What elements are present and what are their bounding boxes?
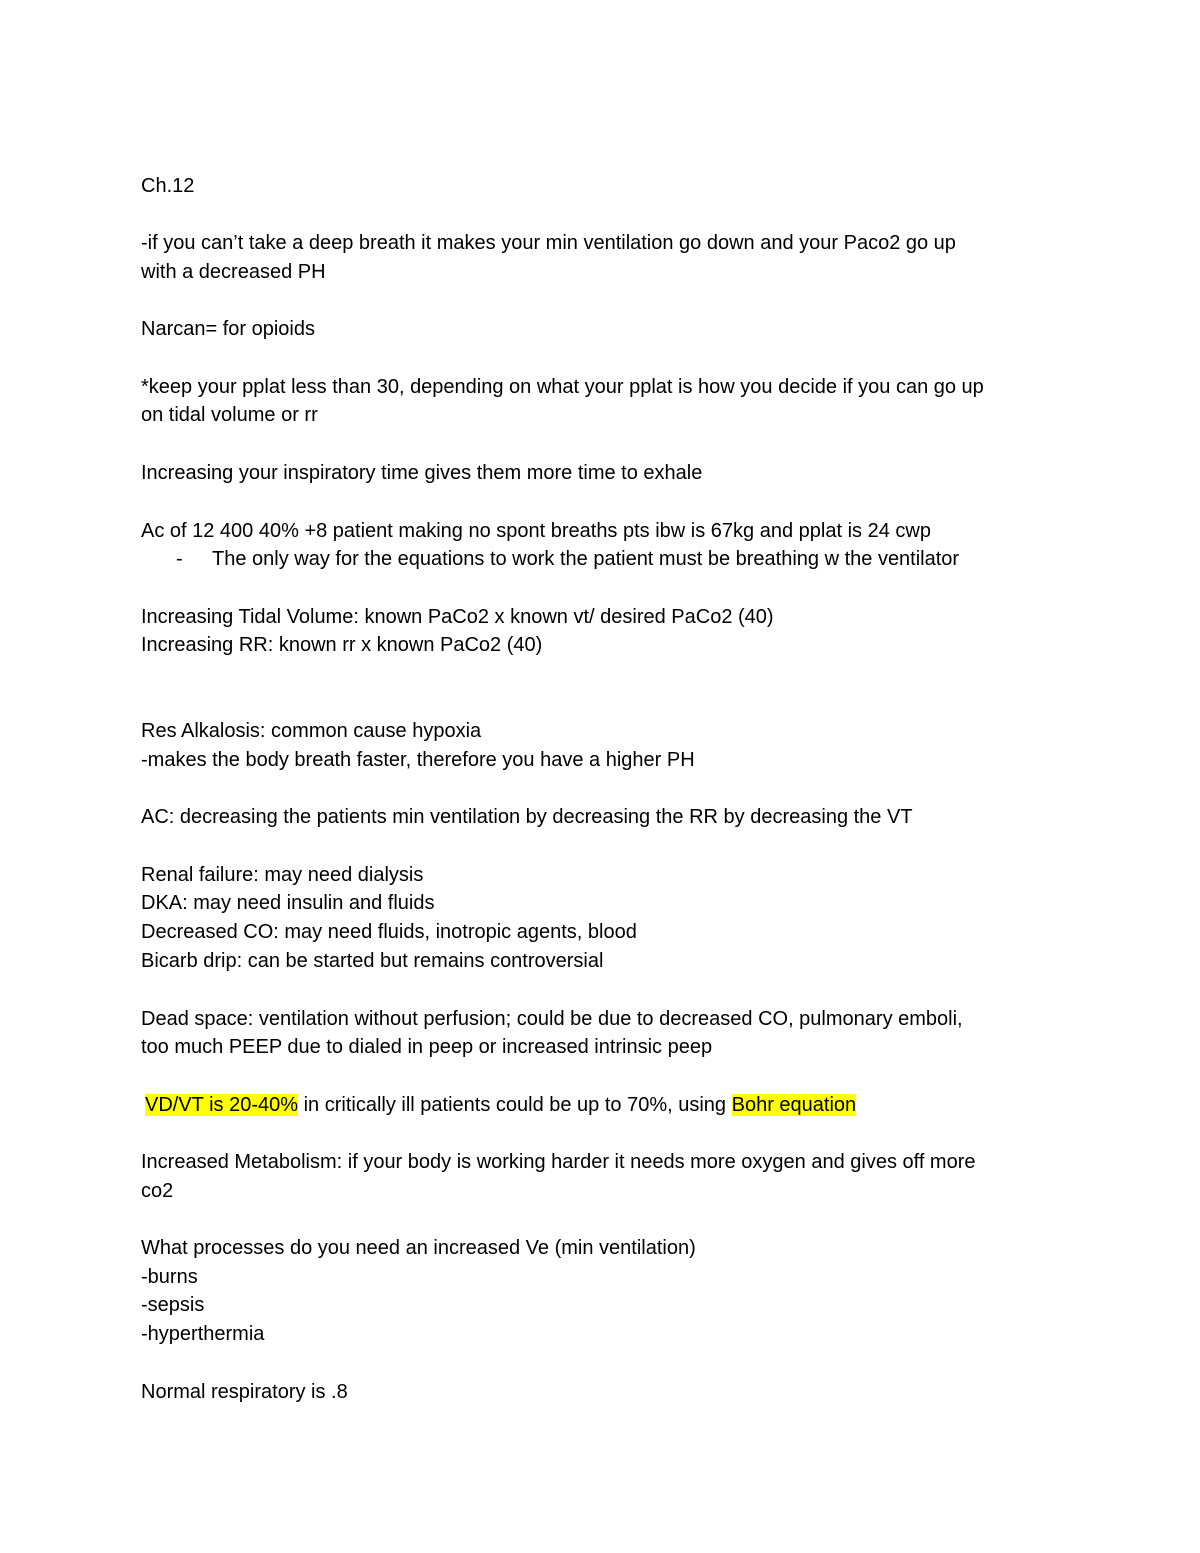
paragraph-line: Dead space: ventilation without perfusion; could be due to decreased CO, pulmonary emboli,	[141, 1008, 963, 1030]
paragraph-line: -makes the body breath faster, therefore you have a higher PH	[141, 749, 695, 771]
paragraph-line: Narcan= for opioids	[141, 318, 315, 340]
paragraph-line: Increasing your inspiratory time gives them more time to exhale	[141, 462, 703, 484]
bullet-marker: -	[176, 548, 183, 570]
paragraph-line: with a decreased PH	[141, 261, 326, 283]
paragraph-line: on tidal volume or rr	[141, 404, 318, 426]
heading: Ch.12	[141, 175, 195, 197]
paragraph-line: Renal failure: may need dialysis	[141, 864, 424, 886]
paragraph-line: What processes do you need an increased Ve (min ventilation)	[141, 1237, 696, 1259]
bullet-text: The only way for the equations to work the patient must be breathing w the ventilator	[212, 548, 960, 570]
list-item: -sepsis	[141, 1294, 205, 1316]
paragraph-line: -if you can’t take a deep breath it makes your min ventilation go down and your Paco2 go up	[141, 232, 956, 254]
paragraph-line: Increasing Tidal Volume: known PaCo2 x known vt/ desired PaCo2 (40)	[141, 606, 774, 628]
vdvt-line	[145, 1092, 856, 1118]
paragraph-line: Decreased CO: may need fluids, inotropic agents, blood	[141, 921, 637, 943]
paragraph-line: co2	[141, 1180, 174, 1202]
list-item: -hyperthermia	[141, 1323, 265, 1345]
paragraph-line: Increased Metabolism: if your body is working harder it needs more oxygen and gives off more	[141, 1151, 976, 1173]
paragraph-line: Res Alkalosis: common cause hypoxia	[141, 720, 482, 742]
paragraph-line: Increasing RR: known rr x known PaCo2 (40)	[141, 634, 543, 656]
paragraph-line: AC: decreasing the patients min ventilation by decreasing the RR by decreasing the VT	[141, 806, 913, 828]
paragraph-line: Bicarb drip: can be started but remains controversial	[141, 950, 604, 972]
vdvt-middle: in critically ill patients could be up to 70%, using	[298, 1094, 732, 1116]
highlighted-text: VD/VT is 20-40%	[145, 1094, 299, 1116]
paragraph-line: Normal respiratory is .8	[141, 1381, 348, 1403]
list-item: -burns	[141, 1266, 198, 1288]
paragraph-line: Ac of 12 400 40% +8 patient making no spont breaths pts ibw is 67kg and pplat is 24 cwp	[141, 520, 931, 542]
paragraph-line: too much PEEP due to dialed in peep or increased intrinsic peep	[141, 1036, 713, 1058]
highlighted-text: Bohr equation	[731, 1094, 857, 1116]
paragraph-line: *keep your pplat less than 30, depending on what your pplat is how you decide if you can go up	[141, 376, 984, 398]
paragraph-line: DKA: may need insulin and fluids	[141, 892, 435, 914]
